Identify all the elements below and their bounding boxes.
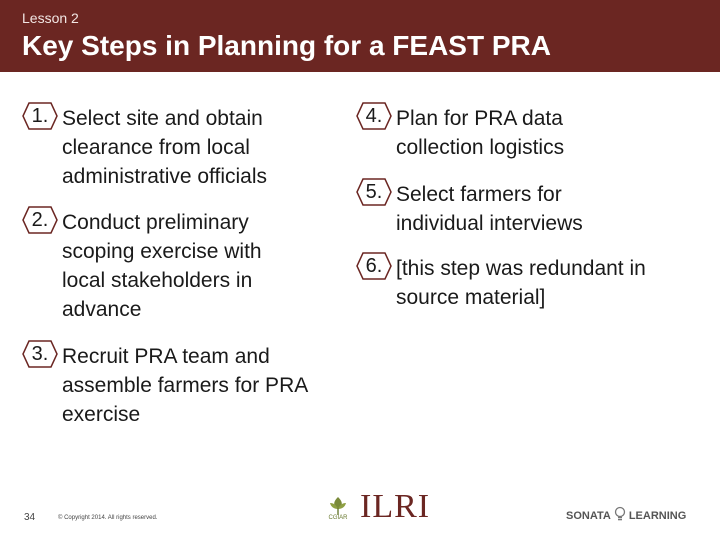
step-number: 1. bbox=[31, 105, 49, 127]
hexagon-badge-icon bbox=[22, 102, 58, 130]
step-text: [this step was redundant in source material] bbox=[396, 257, 646, 309]
step-number: 2. bbox=[31, 209, 49, 231]
sonata-logo-text: SONATA bbox=[566, 509, 611, 522]
step-item-3 bbox=[22, 342, 352, 429]
hexagon-badge-icon bbox=[356, 252, 392, 280]
step-text: Select farmers for individual interviews bbox=[396, 183, 583, 235]
lightbulb-icon bbox=[614, 506, 626, 525]
step-text: Select site and obtain clearance from local administrative officials bbox=[62, 107, 268, 188]
copyright-text: © Copyright 2014. All rights reserved. bbox=[58, 515, 158, 521]
step-number: 3. bbox=[31, 343, 49, 365]
step-text: Plan for PRA data collection logistics bbox=[396, 107, 565, 159]
step-number: 6. bbox=[365, 255, 383, 277]
step-number: 4. bbox=[365, 105, 383, 127]
page-number: 34 bbox=[24, 512, 36, 523]
hexagon-badge-icon bbox=[356, 178, 392, 206]
step-item-5 bbox=[356, 180, 686, 238]
step-item-2 bbox=[22, 208, 322, 324]
hexagon-badge-icon bbox=[22, 206, 58, 234]
sonata-learning-logo bbox=[566, 506, 686, 525]
learning-logo-text: LEARNING bbox=[628, 509, 687, 522]
slide-title: Key Steps in Planning for a FEAST PRA bbox=[22, 30, 551, 61]
lesson-label: Lesson 2 bbox=[22, 10, 79, 26]
hexagon-badge-icon bbox=[356, 102, 392, 130]
cgiar-logo bbox=[324, 493, 352, 523]
slide-header bbox=[0, 0, 720, 72]
cgiar-logo-text: CGIAR bbox=[328, 515, 348, 521]
hexagon-badge-icon bbox=[22, 340, 58, 368]
step-item-1 bbox=[22, 104, 322, 191]
step-item-4 bbox=[356, 104, 686, 162]
step-number: 5. bbox=[365, 181, 383, 203]
step-text: Conduct preliminary scoping exercise with local stakeholders in advance bbox=[62, 211, 262, 321]
step-item-6 bbox=[356, 254, 696, 312]
step-text: Recruit PRA team and assemble farmers for PRA exercise bbox=[62, 345, 308, 426]
ilri-logo: ILRI bbox=[360, 488, 431, 525]
